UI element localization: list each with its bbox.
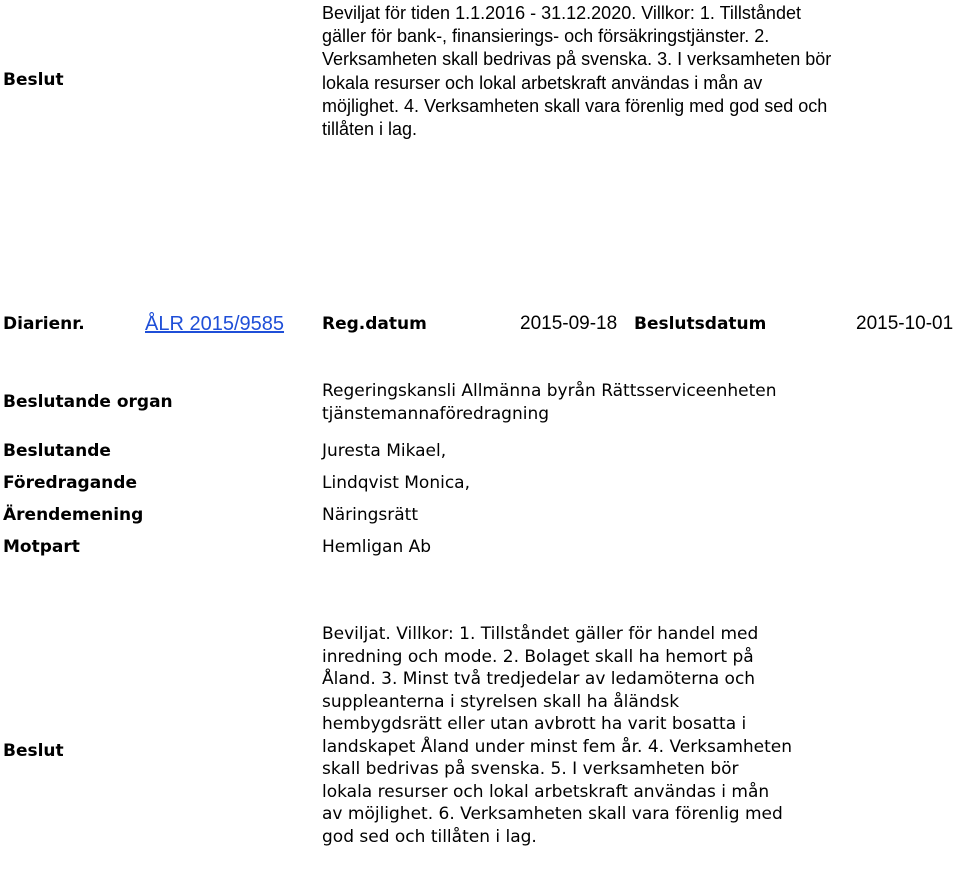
decision-text-2: Beviljat. Villkor: 1. Tillståndet gäller för handel med inredning och mode. 2. Bolaget skall ha hemort på Åland. 3. Minst två tredjedelar av ledamöterna och suppleanterna i styrelsen skall ha åländsk hembygdsrätt eller utan avbrott ha varit bosatta i landskapet Åland under minst fem år. 4. Verksamheten skall bedrivas på svenska. 5. I verksamheten bör lokala resurser och lokal arbetskraft användas i mån av möjlighet. 6. Verksamheten skall vara förenlig med god sed och tillåten i lag. xyxy=(322,624,793,847)
beslutande-label: Beslutande xyxy=(3,441,111,461)
regdatum-label: Reg.datum xyxy=(322,314,427,334)
organ-label: Beslutande organ xyxy=(3,392,173,412)
foredragande-label: Föredragande xyxy=(3,473,137,493)
decision-label-2: Beslut xyxy=(3,741,64,761)
decision-text: Beviljat för tiden 1.1.2016 - 31.12.2020. Villkor: 1. Tillståndet gäller för bank-, finansierings- och försäkringstjänster. 2. Verksamheten skall bedrivas på svenska. 3. I verksamheten bör lokala resurser och lokal arbetskraft användas i mån av möjlighet. 4. Verksamheten skall vara förenlig med god sed och tillåten i lag. xyxy=(322,3,832,140)
foredragande-value: Lindqvist Monica, xyxy=(322,473,470,493)
diarienr-label: Diarienr. xyxy=(3,314,85,334)
motpart-value: Hemligan Ab xyxy=(322,537,432,557)
beslutande-value: Juresta Mikael, xyxy=(322,441,447,461)
beslutsdatum-label: Beslutsdatum xyxy=(634,314,767,334)
beslutsdatum-value: 2015-10-01 xyxy=(856,313,954,334)
arendemening-value: Näringsrätt xyxy=(322,505,419,525)
arendemening-label: Ärendemening xyxy=(3,505,144,525)
regdatum-value: 2015-09-18 xyxy=(520,313,618,334)
diarienr-link[interactable]: ÅLR 2015/9585 xyxy=(145,313,285,335)
decision-label: Beslut xyxy=(3,70,64,90)
motpart-label: Motpart xyxy=(3,537,80,557)
organ-value: Regeringskansli Allmänna byrån Rättsserviceenheten tjänstemannaföredragning xyxy=(322,381,777,424)
